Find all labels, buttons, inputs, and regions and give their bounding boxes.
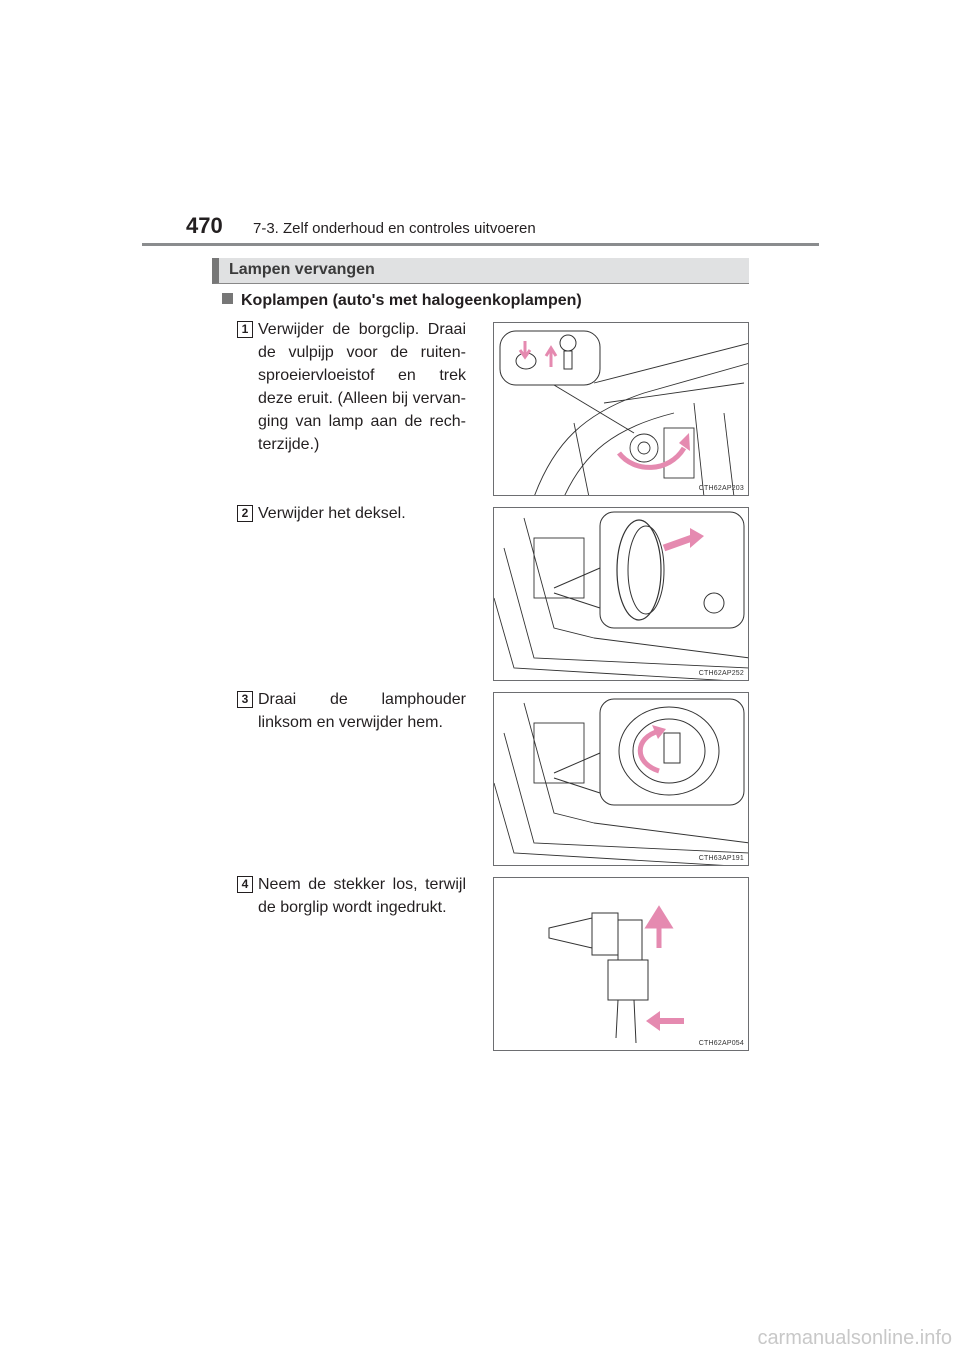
lamp-holder-illustration xyxy=(494,693,749,866)
subheading xyxy=(222,292,582,310)
subheading-text: Koplampen (auto's met halogeenkoplampen) xyxy=(241,292,582,309)
section-title: 7-3. Zelf onderhoud en controles uitvoeren xyxy=(253,220,536,237)
figure-4 xyxy=(493,877,749,1051)
page-number: 470 xyxy=(186,213,223,238)
topic-bar xyxy=(212,258,749,284)
figure-2 xyxy=(493,507,749,681)
figure-3 xyxy=(493,692,749,866)
figure-code-4: CTH62AP054 xyxy=(698,1040,744,1047)
header-rule xyxy=(142,243,819,246)
watermark: carmanualsonline.info xyxy=(757,1327,952,1349)
engine-bay-washer-illustration xyxy=(494,323,749,496)
topic-title: Lampen vervangen xyxy=(229,261,375,278)
figure-code-1: CTH62AP203 xyxy=(698,485,744,492)
square-bullet-icon xyxy=(222,293,233,304)
figure-1 xyxy=(493,322,749,496)
step-number-2: 2 xyxy=(237,505,253,522)
step-text-3: Draai de lamphouder linksom en verwijder hem. xyxy=(258,691,466,731)
step-number-1: 1 xyxy=(237,321,253,338)
figure-code-3: CTH63AP191 xyxy=(698,855,744,862)
step-number-3: 3 xyxy=(237,691,253,708)
step-text-2: Verwijder het deksel. xyxy=(258,505,406,522)
step-text-4: Neem de stekker los, terwijl de borglip wordt ingedrukt. xyxy=(258,876,466,916)
step-text-1: Verwijder de borgclip. Draai de vulpijp voor de ruiten-sproeiervloeistof en trek deze eruit. (Alleen bij vervan-ging van lamp aan de rech-terzijde.) xyxy=(258,321,466,453)
headlamp-cover-illustration xyxy=(494,508,749,681)
bulb-connector-illustration xyxy=(494,878,749,1051)
figure-code-2: CTH62AP252 xyxy=(698,670,744,677)
step-number-4: 4 xyxy=(237,876,253,893)
